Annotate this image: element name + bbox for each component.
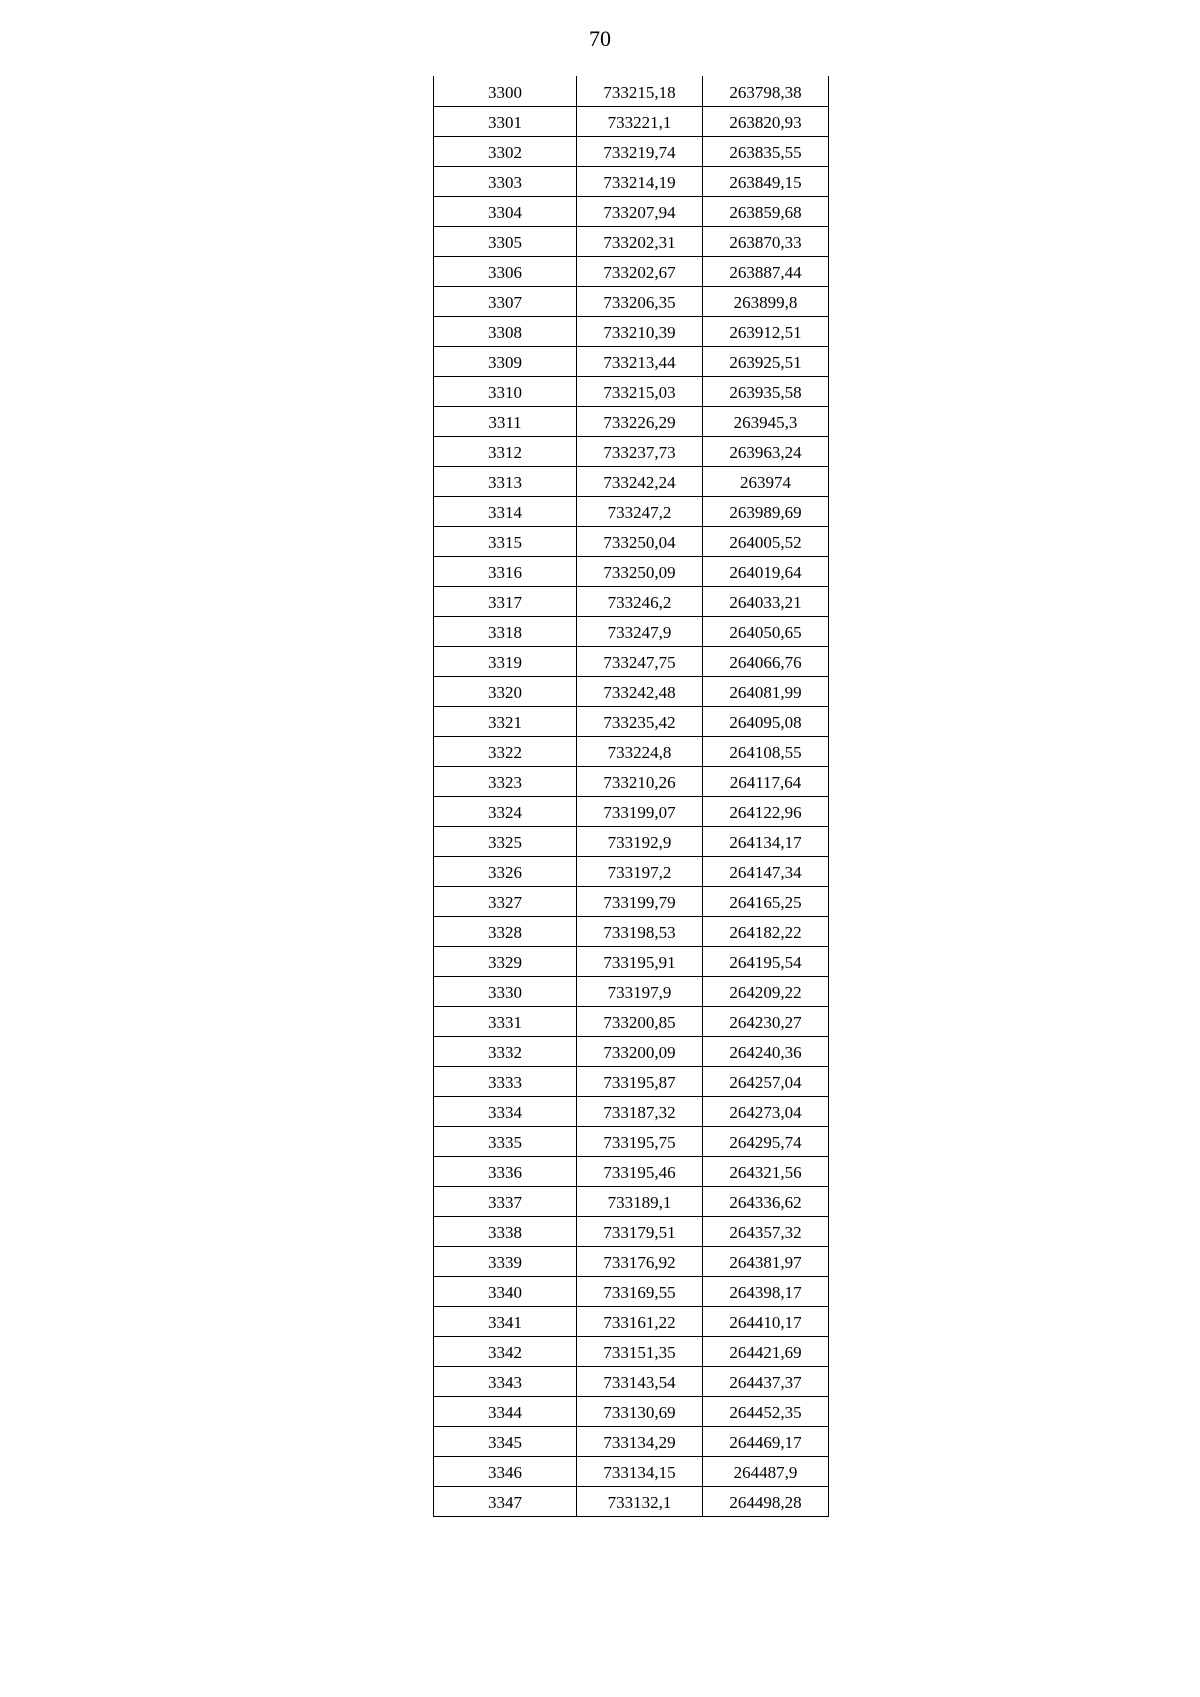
table-row	[434, 76, 829, 106]
table-row	[434, 226, 829, 256]
x-coordinate-cell: 733195,91	[577, 946, 703, 976]
point-number-cell: 3345	[434, 1426, 577, 1456]
point-number-cell: 3343	[434, 1366, 577, 1396]
table-row	[434, 316, 829, 346]
y-coordinate-cell: 263859,68	[703, 196, 829, 226]
x-coordinate-cell: 733250,04	[577, 526, 703, 556]
table-row	[434, 766, 829, 796]
y-coordinate-cell: 264081,99	[703, 676, 829, 706]
x-coordinate-cell: 733215,18	[577, 76, 703, 106]
point-number-cell: 3319	[434, 646, 577, 676]
x-coordinate-cell: 733242,48	[577, 676, 703, 706]
table-row	[434, 1036, 829, 1066]
y-coordinate-cell: 263974	[703, 466, 829, 496]
point-number-cell: 3321	[434, 706, 577, 736]
x-coordinate-cell: 733237,73	[577, 436, 703, 466]
y-coordinate-cell: 264050,65	[703, 616, 829, 646]
x-coordinate-cell: 733214,19	[577, 166, 703, 196]
table-row	[434, 856, 829, 886]
y-coordinate-cell: 264421,69	[703, 1336, 829, 1366]
table-row	[434, 976, 829, 1006]
table-row	[434, 886, 829, 916]
x-coordinate-cell: 733210,26	[577, 766, 703, 796]
coordinates-table-body	[434, 76, 829, 1516]
y-coordinate-cell: 264273,04	[703, 1096, 829, 1126]
x-coordinate-cell: 733197,9	[577, 976, 703, 1006]
y-coordinate-cell: 264240,36	[703, 1036, 829, 1066]
table-row	[434, 736, 829, 766]
x-coordinate-cell: 733134,15	[577, 1456, 703, 1486]
x-coordinate-cell: 733200,09	[577, 1036, 703, 1066]
x-coordinate-cell: 733179,51	[577, 1216, 703, 1246]
point-number-cell: 3325	[434, 826, 577, 856]
x-coordinate-cell: 733198,53	[577, 916, 703, 946]
y-coordinate-cell: 264410,17	[703, 1306, 829, 1336]
point-number-cell: 3335	[434, 1126, 577, 1156]
table-row	[434, 1366, 829, 1396]
point-number-cell: 3340	[434, 1276, 577, 1306]
x-coordinate-cell: 733199,79	[577, 886, 703, 916]
point-number-cell: 3310	[434, 376, 577, 406]
table-row	[434, 1096, 829, 1126]
table-row	[434, 796, 829, 826]
point-number-cell: 3309	[434, 346, 577, 376]
point-number-cell: 3346	[434, 1456, 577, 1486]
x-coordinate-cell: 733224,8	[577, 736, 703, 766]
point-number-cell: 3331	[434, 1006, 577, 1036]
y-coordinate-cell: 264134,17	[703, 826, 829, 856]
table-row	[434, 826, 829, 856]
x-coordinate-cell: 733199,07	[577, 796, 703, 826]
point-number-cell: 3323	[434, 766, 577, 796]
x-coordinate-cell: 733161,22	[577, 1306, 703, 1336]
point-number-cell: 3318	[434, 616, 577, 646]
point-number-cell: 3320	[434, 676, 577, 706]
table-row	[434, 1126, 829, 1156]
y-coordinate-cell: 264147,34	[703, 856, 829, 886]
table-row	[434, 166, 829, 196]
x-coordinate-cell: 733206,35	[577, 286, 703, 316]
point-number-cell: 3336	[434, 1156, 577, 1186]
x-coordinate-cell: 733197,2	[577, 856, 703, 886]
y-coordinate-cell: 264257,04	[703, 1066, 829, 1096]
table-row	[434, 1276, 829, 1306]
y-coordinate-cell: 264005,52	[703, 526, 829, 556]
point-number-cell: 3308	[434, 316, 577, 346]
table-row	[434, 136, 829, 166]
x-coordinate-cell: 733176,92	[577, 1246, 703, 1276]
point-number-cell: 3332	[434, 1036, 577, 1066]
y-coordinate-cell: 264336,62	[703, 1186, 829, 1216]
x-coordinate-cell: 733221,1	[577, 106, 703, 136]
y-coordinate-cell: 264452,35	[703, 1396, 829, 1426]
x-coordinate-cell: 733132,1	[577, 1486, 703, 1516]
y-coordinate-cell: 264321,56	[703, 1156, 829, 1186]
table-row	[434, 1186, 829, 1216]
page-number: 70	[589, 26, 611, 51]
x-coordinate-cell: 733195,87	[577, 1066, 703, 1096]
y-coordinate-cell: 264095,08	[703, 706, 829, 736]
x-coordinate-cell: 733192,9	[577, 826, 703, 856]
y-coordinate-cell: 263870,33	[703, 226, 829, 256]
x-coordinate-cell: 733195,46	[577, 1156, 703, 1186]
table-row	[434, 946, 829, 976]
x-coordinate-cell: 733210,39	[577, 316, 703, 346]
y-coordinate-cell: 264108,55	[703, 736, 829, 766]
x-coordinate-cell: 733202,31	[577, 226, 703, 256]
y-coordinate-cell: 264117,64	[703, 766, 829, 796]
y-coordinate-cell: 263899,8	[703, 286, 829, 316]
point-number-cell: 3339	[434, 1246, 577, 1276]
point-number-cell: 3341	[434, 1306, 577, 1336]
x-coordinate-cell: 733247,9	[577, 616, 703, 646]
x-coordinate-cell: 733151,35	[577, 1336, 703, 1366]
table-row	[434, 256, 829, 286]
y-coordinate-cell: 264066,76	[703, 646, 829, 676]
x-coordinate-cell: 733242,24	[577, 466, 703, 496]
x-coordinate-cell: 733247,75	[577, 646, 703, 676]
table-row	[434, 586, 829, 616]
point-number-cell: 3302	[434, 136, 577, 166]
point-number-cell: 3328	[434, 916, 577, 946]
table-row	[434, 916, 829, 946]
coordinates-table	[433, 76, 829, 1517]
point-number-cell: 3314	[434, 496, 577, 526]
table-row	[434, 1246, 829, 1276]
point-number-cell: 3324	[434, 796, 577, 826]
y-coordinate-cell: 263835,55	[703, 136, 829, 166]
x-coordinate-cell: 733246,2	[577, 586, 703, 616]
table-row	[434, 376, 829, 406]
y-coordinate-cell: 264469,17	[703, 1426, 829, 1456]
table-row	[434, 1336, 829, 1366]
x-coordinate-cell: 733219,74	[577, 136, 703, 166]
y-coordinate-cell: 263963,24	[703, 436, 829, 466]
point-number-cell: 3300	[434, 76, 577, 106]
table-row	[434, 556, 829, 586]
x-coordinate-cell: 733195,75	[577, 1126, 703, 1156]
x-coordinate-cell: 733207,94	[577, 196, 703, 226]
y-coordinate-cell: 264295,74	[703, 1126, 829, 1156]
y-coordinate-cell: 264122,96	[703, 796, 829, 826]
y-coordinate-cell: 263912,51	[703, 316, 829, 346]
x-coordinate-cell: 733235,42	[577, 706, 703, 736]
point-number-cell: 3303	[434, 166, 577, 196]
table-row	[434, 496, 829, 526]
x-coordinate-cell: 733134,29	[577, 1426, 703, 1456]
point-number-cell: 3304	[434, 196, 577, 226]
y-coordinate-cell: 263989,69	[703, 496, 829, 526]
y-coordinate-cell: 264498,28	[703, 1486, 829, 1516]
y-coordinate-cell: 264165,25	[703, 886, 829, 916]
y-coordinate-cell: 263798,38	[703, 76, 829, 106]
point-number-cell: 3327	[434, 886, 577, 916]
table-row	[434, 526, 829, 556]
point-number-cell: 3315	[434, 526, 577, 556]
point-number-cell: 3301	[434, 106, 577, 136]
y-coordinate-cell: 264195,54	[703, 946, 829, 976]
point-number-cell: 3338	[434, 1216, 577, 1246]
point-number-cell: 3322	[434, 736, 577, 766]
point-number-cell: 3337	[434, 1186, 577, 1216]
table-row	[434, 1216, 829, 1246]
x-coordinate-cell: 733250,09	[577, 556, 703, 586]
point-number-cell: 3307	[434, 286, 577, 316]
table-row	[434, 646, 829, 676]
table-row	[434, 1156, 829, 1186]
y-coordinate-cell: 263935,58	[703, 376, 829, 406]
table-row	[434, 196, 829, 226]
point-number-cell: 3306	[434, 256, 577, 286]
x-coordinate-cell: 733213,44	[577, 346, 703, 376]
table-row	[434, 346, 829, 376]
y-coordinate-cell: 263925,51	[703, 346, 829, 376]
x-coordinate-cell: 733130,69	[577, 1396, 703, 1426]
y-coordinate-cell: 264182,22	[703, 916, 829, 946]
table-row	[434, 1456, 829, 1486]
table-row	[434, 616, 829, 646]
table-row	[434, 706, 829, 736]
table-row	[434, 1486, 829, 1516]
y-coordinate-cell: 264381,97	[703, 1246, 829, 1276]
point-number-cell: 3342	[434, 1336, 577, 1366]
point-number-cell: 3344	[434, 1396, 577, 1426]
y-coordinate-cell: 264357,32	[703, 1216, 829, 1246]
table-row	[434, 676, 829, 706]
x-coordinate-cell: 733187,32	[577, 1096, 703, 1126]
point-number-cell: 3334	[434, 1096, 577, 1126]
table-row	[434, 1066, 829, 1096]
point-number-cell: 3316	[434, 556, 577, 586]
x-coordinate-cell: 733247,2	[577, 496, 703, 526]
table-row	[434, 466, 829, 496]
point-number-cell: 3347	[434, 1486, 577, 1516]
table-row	[434, 1426, 829, 1456]
point-number-cell: 3330	[434, 976, 577, 1006]
x-coordinate-cell: 733169,55	[577, 1276, 703, 1306]
y-coordinate-cell: 264398,17	[703, 1276, 829, 1306]
table-row	[434, 1396, 829, 1426]
x-coordinate-cell: 733202,67	[577, 256, 703, 286]
table-row	[434, 286, 829, 316]
table-row	[434, 106, 829, 136]
table-row	[434, 406, 829, 436]
x-coordinate-cell: 733226,29	[577, 406, 703, 436]
point-number-cell: 3312	[434, 436, 577, 466]
point-number-cell: 3326	[434, 856, 577, 886]
x-coordinate-cell: 733200,85	[577, 1006, 703, 1036]
point-number-cell: 3333	[434, 1066, 577, 1096]
point-number-cell: 3305	[434, 226, 577, 256]
point-number-cell: 3313	[434, 466, 577, 496]
y-coordinate-cell: 263849,15	[703, 166, 829, 196]
table-row	[434, 1006, 829, 1036]
y-coordinate-cell: 264230,27	[703, 1006, 829, 1036]
y-coordinate-cell: 264019,64	[703, 556, 829, 586]
table-row	[434, 1306, 829, 1336]
point-number-cell: 3311	[434, 406, 577, 436]
y-coordinate-cell: 263820,93	[703, 106, 829, 136]
y-coordinate-cell: 264209,22	[703, 976, 829, 1006]
x-coordinate-cell: 733189,1	[577, 1186, 703, 1216]
x-coordinate-cell: 733215,03	[577, 376, 703, 406]
table-row	[434, 436, 829, 466]
point-number-cell: 3317	[434, 586, 577, 616]
point-number-cell: 3329	[434, 946, 577, 976]
y-coordinate-cell: 263887,44	[703, 256, 829, 286]
x-coordinate-cell: 733143,54	[577, 1366, 703, 1396]
y-coordinate-cell: 264033,21	[703, 586, 829, 616]
y-coordinate-cell: 263945,3	[703, 406, 829, 436]
y-coordinate-cell: 264437,37	[703, 1366, 829, 1396]
y-coordinate-cell: 264487,9	[703, 1456, 829, 1486]
